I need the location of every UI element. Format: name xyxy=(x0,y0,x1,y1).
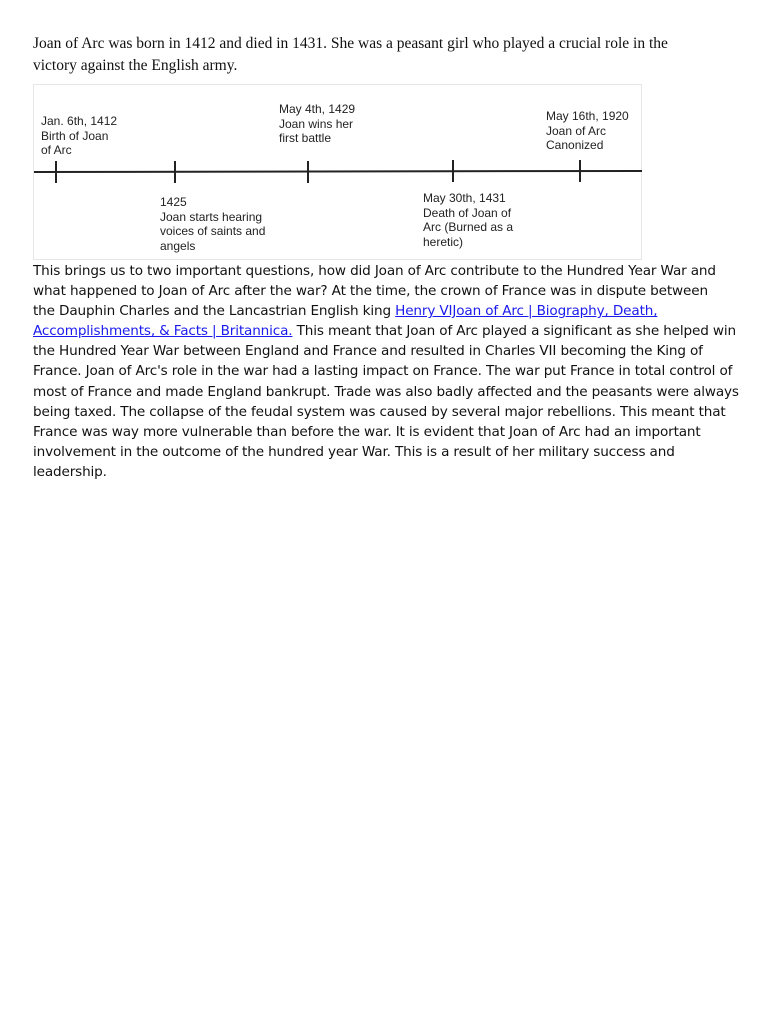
body-line: France was way more vulnerable than before the war. It is evident that Joan of Arc had an important xyxy=(33,423,701,440)
body-paragraph xyxy=(33,261,739,482)
body-line: what happened to Joan of Arc after the war? At the time, the crown of France was in dispute between xyxy=(33,283,708,300)
event-date: May 16th, 1920 xyxy=(546,109,629,123)
event-text: Birth of Joan xyxy=(41,128,109,143)
event-date: 1425 xyxy=(160,195,187,209)
timeline-event-death xyxy=(423,191,513,249)
body-line: leadership. xyxy=(33,463,107,480)
timeline-event-canonized xyxy=(546,109,629,153)
event-text: heretic) xyxy=(423,234,464,249)
event-date: Jan. 6th, 1412 xyxy=(41,114,118,128)
event-text: Arc (Burned as a xyxy=(423,220,514,234)
timeline-tick-1412 xyxy=(55,161,57,183)
body-text-segment: the Dauphin Charles and the Lancastrian English king xyxy=(33,303,396,320)
britannica-link[interactable]: Henry VIJoan of Arc | Biography, Death, xyxy=(395,303,658,320)
body-line: the Hundred Year War between England and France and resulted in Charles VII becoming the King of xyxy=(33,343,703,360)
britannica-link-continued[interactable]: Accomplishments, & Facts | Britannica. xyxy=(33,323,293,340)
timeline-event-birth xyxy=(41,114,117,158)
event-text: angels xyxy=(160,238,196,253)
body-line: France. Joan of Arc's role in the war had a lasting impact on France. The war put France in total control of xyxy=(33,363,733,380)
timeline-axis xyxy=(34,170,642,173)
body-line xyxy=(33,301,739,321)
event-text: of Arc xyxy=(41,143,72,157)
timeline-figure xyxy=(33,84,642,260)
timeline-event-voices xyxy=(160,195,265,253)
event-text: Death of Joan of xyxy=(423,205,512,220)
event-date: May 30th, 1431 xyxy=(423,191,506,205)
event-text: Joan wins her xyxy=(279,116,354,131)
timeline-tick-1431 xyxy=(452,160,454,182)
event-text: Joan starts hearing xyxy=(160,209,263,224)
event-text: Canonized xyxy=(546,138,604,152)
timeline-event-first-battle xyxy=(279,102,355,146)
body-line xyxy=(33,321,739,341)
body-line: involvement in the outcome of the hundred year War. This is a result of her military success and xyxy=(33,443,675,460)
event-text: Joan of Arc xyxy=(546,123,607,138)
intro-line: Joan of Arc was born in 1412 and died in 1431. She was a peasant girl who played a crucial role in the xyxy=(33,35,668,52)
timeline-tick-1920 xyxy=(579,160,581,182)
body-line: most of France and made England bankrupt. Trade was also badly affected and the peasants were always xyxy=(33,383,739,400)
intro-paragraph xyxy=(33,33,723,77)
event-text: first battle xyxy=(279,131,332,145)
timeline-tick-1425 xyxy=(174,161,176,183)
timeline-tick-1429 xyxy=(307,161,309,183)
body-line: This brings us to two important questions, how did Joan of Arc contribute to the Hundred Year War and xyxy=(33,263,716,279)
event-date: May 4th, 1429 xyxy=(279,102,356,116)
body-line: being taxed. The collapse of the feudal system was caused by several major rebellions. This meant that xyxy=(33,403,726,420)
body-text-segment: This meant that Joan of Arc played a significant as she helped win xyxy=(292,323,736,340)
intro-line: victory against the English army. xyxy=(33,57,238,74)
event-text: voices of saints and xyxy=(160,224,266,238)
